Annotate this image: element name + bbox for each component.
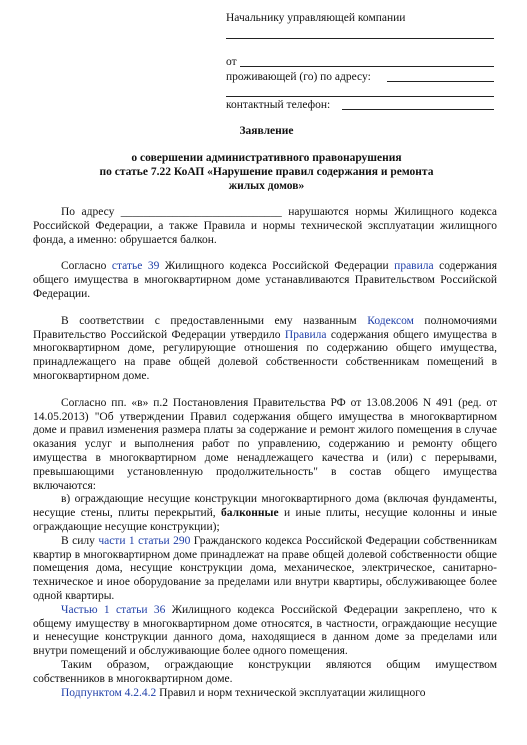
bold-text-balcony: балконные bbox=[221, 507, 279, 520]
paragraph-text: в) ограждающие несущие конструкции многоквартирного дома (включая фундаменты, несущие стены, плиты перекрытий, bbox=[33, 493, 497, 520]
link-subclause-4242[interactable]: Подпунктом 4.2.4.2 bbox=[61, 686, 157, 699]
phone-label: контактный телефон: bbox=[226, 99, 331, 111]
paragraph-text: В соответствии с предоставленными ему названным bbox=[61, 314, 368, 327]
paragraph-text: полномочиями Правительство Российской Федерации утвердило bbox=[33, 314, 497, 341]
recipient-blank-line bbox=[226, 38, 494, 39]
address-blank-line bbox=[387, 81, 494, 82]
address-label: проживающей (го) по адресу: bbox=[226, 71, 371, 83]
paragraph-text: Согласно пп. «в» п.2 Постановления Правительства РФ от 13.08.2006 N 491 (ред. от 14.05.2013) "Об утверждении Правил содержания общего имущества в многоквартирном доме и правил изменения размера платы за содержание и ремонт жилого помещения в случае оказания услуг и выполнения работ по управлению, содержанию и ремонту общего имущества в многоквартирном доме ненадлежащего качества и (или) с перерывами, превышающими установленную продолжительность" в состав общего имущества включаются: bbox=[33, 396, 497, 492]
document-subtitle-line3: жилых домов» bbox=[228, 180, 305, 192]
paragraph-conclusion bbox=[33, 659, 497, 687]
document-title: Заявление bbox=[239, 125, 294, 137]
phone-blank-line bbox=[342, 109, 494, 110]
link-rules-2[interactable]: Правила bbox=[284, 328, 327, 341]
paragraph-subclause-4242 bbox=[33, 687, 497, 701]
paragraph-text: Таким образом, ограждающие конструкции являются общим имуществом собственников в многоквартирном доме. bbox=[33, 658, 497, 685]
paragraph-text: Жилищного кодекса Российской Федерации bbox=[159, 260, 395, 273]
paragraph-civil-code-290 bbox=[33, 535, 497, 604]
document-subtitle-line1: о совершении административного правонарушения bbox=[131, 152, 402, 164]
paragraph-text: и иные плиты, несущие колонны и иные ограждающие несущие конструкции); bbox=[33, 507, 498, 533]
recipient-line: Начальнику управляющей компании bbox=[226, 12, 406, 24]
paragraph-article-39 bbox=[33, 260, 497, 301]
paragraph-text: Правил и норм технической эксплуатации жилищного bbox=[156, 686, 426, 699]
link-part1-article-290[interactable]: части 1 статьи 290 bbox=[98, 534, 191, 547]
paragraph-text: В силу bbox=[61, 534, 99, 547]
paragraph-address bbox=[33, 206, 497, 247]
address-blank-line-2 bbox=[226, 96, 494, 97]
document-body bbox=[33, 206, 497, 700]
from-blank-line bbox=[240, 66, 494, 67]
from-label: от bbox=[226, 56, 237, 68]
paragraph-code-powers bbox=[33, 315, 497, 384]
paragraph-text: Согласно bbox=[61, 260, 112, 273]
paragraph-text: Гражданского кодекса Российской Федерации собственникам квартир в многоквартирном доме принадлежат на праве общей долевой собственности общие помещения дома, несущие конструкции дома, механическое, электрическое, санитарно-техническое и иное оборудование за пределами или внутри квартиры, обслуживающее более одной квартиры. bbox=[33, 534, 497, 602]
document-subtitle-line2: по статье 7.22 КоАП «Нарушение правил содержания и ремонта bbox=[99, 166, 434, 178]
link-code[interactable]: Кодексом bbox=[367, 314, 414, 327]
link-rules[interactable]: правила bbox=[394, 260, 434, 273]
paragraph-article-36 bbox=[33, 604, 497, 659]
paragraph-item-v bbox=[33, 493, 497, 534]
link-article-39[interactable]: статье 39 bbox=[111, 260, 160, 273]
link-part1-article-36[interactable]: Частью 1 статьи 36 bbox=[61, 603, 166, 616]
paragraph-text: содержания общего имущества в многоквартирном доме устанавливаются Правительством Российской Федерации. bbox=[33, 260, 497, 300]
paragraph-resolution-491 bbox=[33, 397, 497, 494]
paragraph-text: Жилищного кодекса Российской Федерации закреплено, что к общему имуществу в многоквартирном доме относятся, в частности, ограждающие несущие и ненесущие конструкции данного дома, находящиеся в данном доме за пределами или внутри помещений и обслуживающие более одного помещения. bbox=[33, 603, 497, 658]
paragraph-text: содержания общего имущества в многоквартирном доме, регулирующие отношения по содержанию общего имущества, принадлежащего на праве общей долевой собственности собственникам помещений в многоквартирном доме. bbox=[33, 328, 497, 382]
paragraph-text: По адресу ____________________________ нарушаются нормы Жилищного кодекса Российской Федерации, а также Правила и нормы технической эксплуатации жилищного фонда, а именно: обрушается балкон. bbox=[33, 206, 497, 246]
